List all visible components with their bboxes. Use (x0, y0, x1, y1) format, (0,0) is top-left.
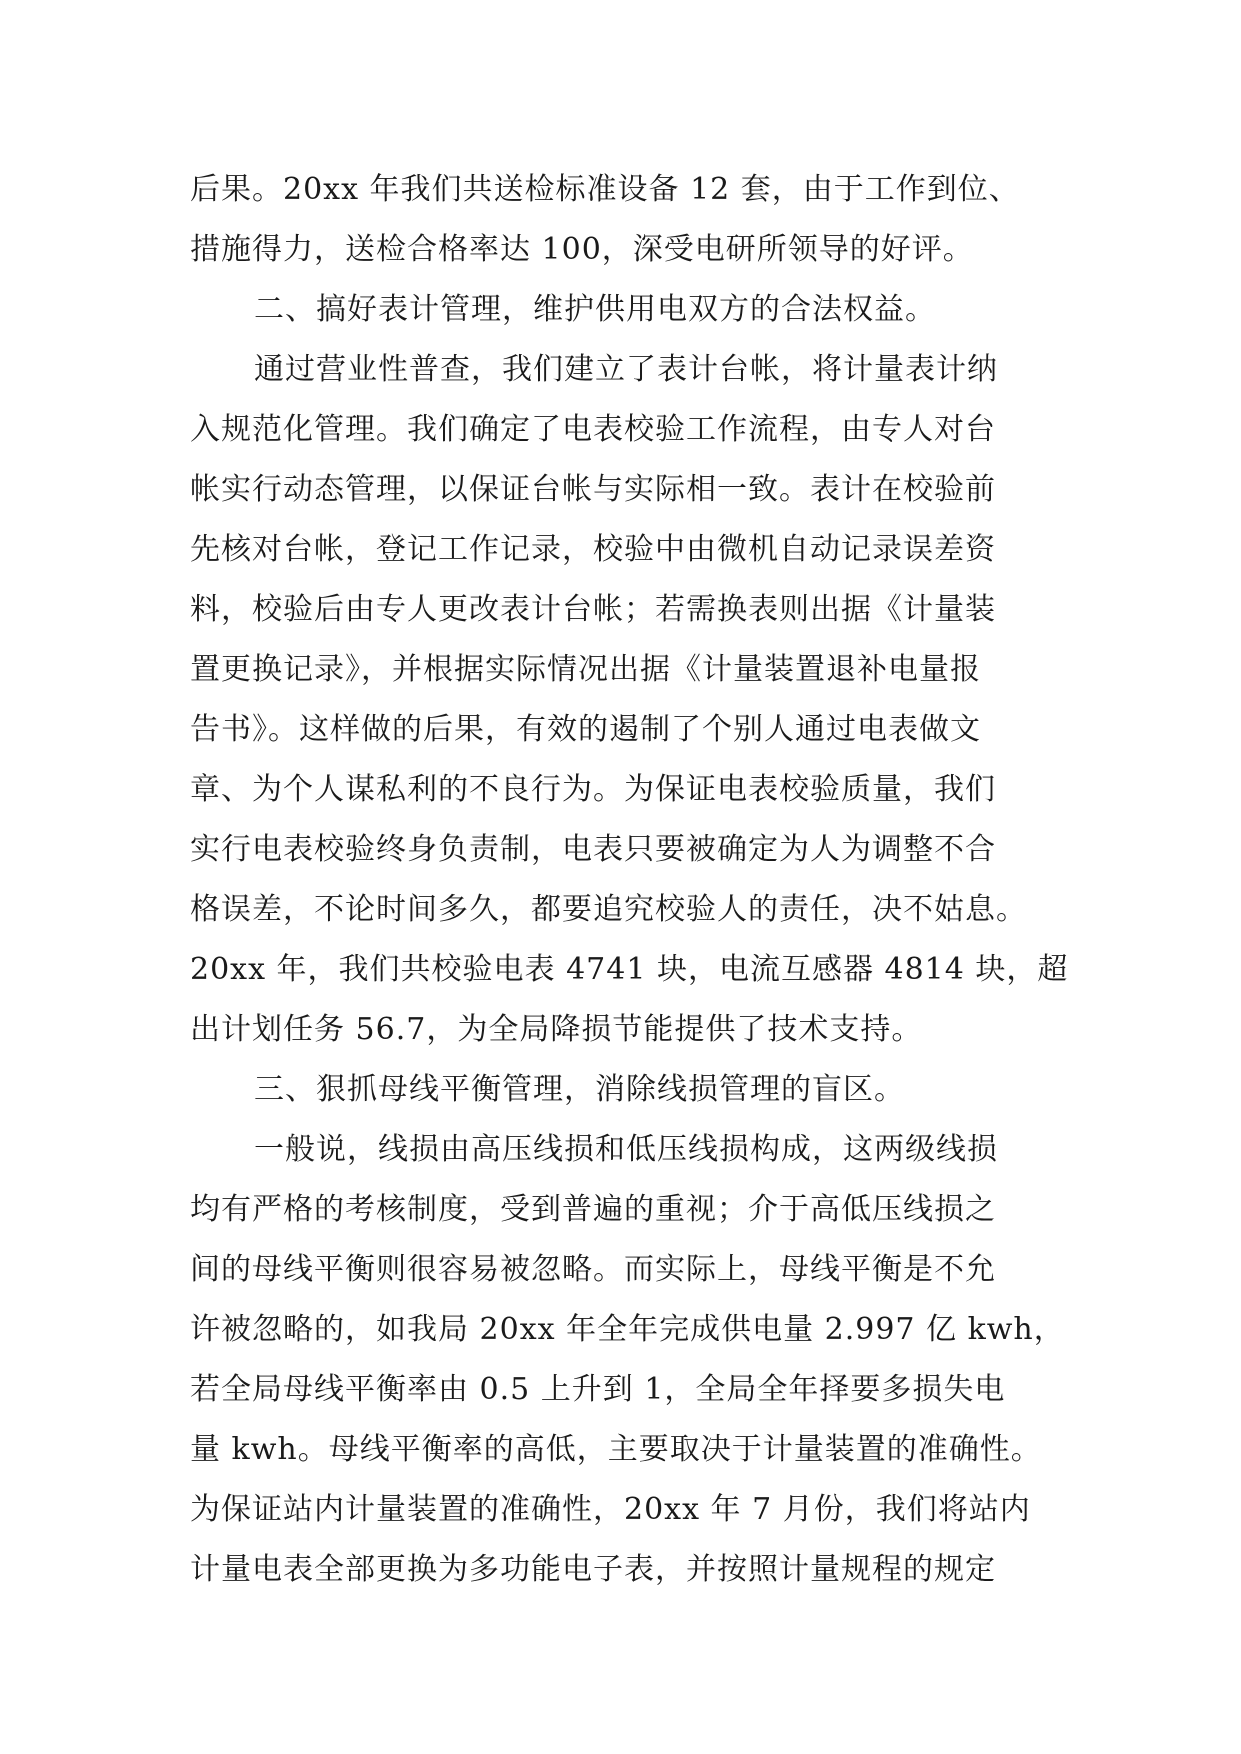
text-line: 先核对台帐，登记工作记录，校验中由微机自动记录误差资 (190, 532, 996, 567)
text-line: 量 kwh。母线平衡率的高低，主要取决于计量装置的准确性。 (190, 1432, 1042, 1467)
text-line: 若全局母线平衡率由 0.5 上升到 1，全局全年择要多损失电 (190, 1372, 1006, 1407)
text-line: 章、为个人谋私利的不良行为。为保证电表校验质量，我们 (190, 772, 996, 807)
document-body (190, 160, 1070, 1600)
text-line: 后果。20xx 年我们共送检标准设备 12 套，由于工作到位、 (190, 172, 1020, 207)
text-line: 许被忽略的，如我局 20xx 年全年完成供电量 2.997 亿 kwh， (190, 1312, 1065, 1347)
text-line: 料，校验后由专人更改表计台帐；若需换表则出据《计量装 (190, 592, 996, 627)
paragraph-first-line: 三、狠抓母线平衡管理，消除线损管理的盲区。 (254, 1072, 905, 1107)
text-line: 告书》。这样做的后果，有效的遏制了个别人通过电表做文 (190, 712, 981, 747)
text-line: 均有严格的考核制度，受到普遍的重视；介于高低压线损之 (190, 1192, 996, 1227)
paragraph-first-line: 二、搞好表计管理，维护供用电双方的合法权益。 (254, 292, 936, 327)
text-line: 措施得力，送检合格率达 100，深受电研所领导的好评。 (190, 232, 974, 267)
text-line: 间的母线平衡则很容易被忽略。而实际上，母线平衡是不允 (190, 1252, 996, 1287)
text-line: 计量电表全部更换为多功能电子表，并按照计量规程的规定 (190, 1552, 996, 1587)
text-line: 20xx 年，我们共校验电表 4741 块，电流互感器 4814 块，超 (190, 952, 1069, 987)
text-line: 帐实行动态管理，以保证台帐与实际相一致。表计在校验前 (190, 472, 996, 507)
paragraph-first-line: 通过营业性普查，我们建立了表计台帐，将计量表计纳 (254, 352, 998, 387)
text-line: 为保证站内计量装置的准确性，20xx 年 7 月份，我们将站内 (190, 1492, 1031, 1527)
text-line: 置更换记录》，并根据实际情况出据《计量装置退补电量报 (190, 652, 981, 687)
text-line: 实行电表校验终身负责制，电表只要被确定为人为调整不合 (190, 832, 996, 867)
text-line: 格误差，不论时间多久，都要追究校验人的责任，决不姑息。 (190, 892, 1027, 927)
text-line: 出计划任务 56.7，为全局降损节能提供了技术支持。 (190, 1012, 923, 1047)
paragraph-first-line: 一般说，线损由高压线损和低压线损构成，这两级线损 (254, 1132, 998, 1167)
text-line: 入规范化管理。我们确定了电表校验工作流程，由专人对台 (190, 412, 996, 447)
